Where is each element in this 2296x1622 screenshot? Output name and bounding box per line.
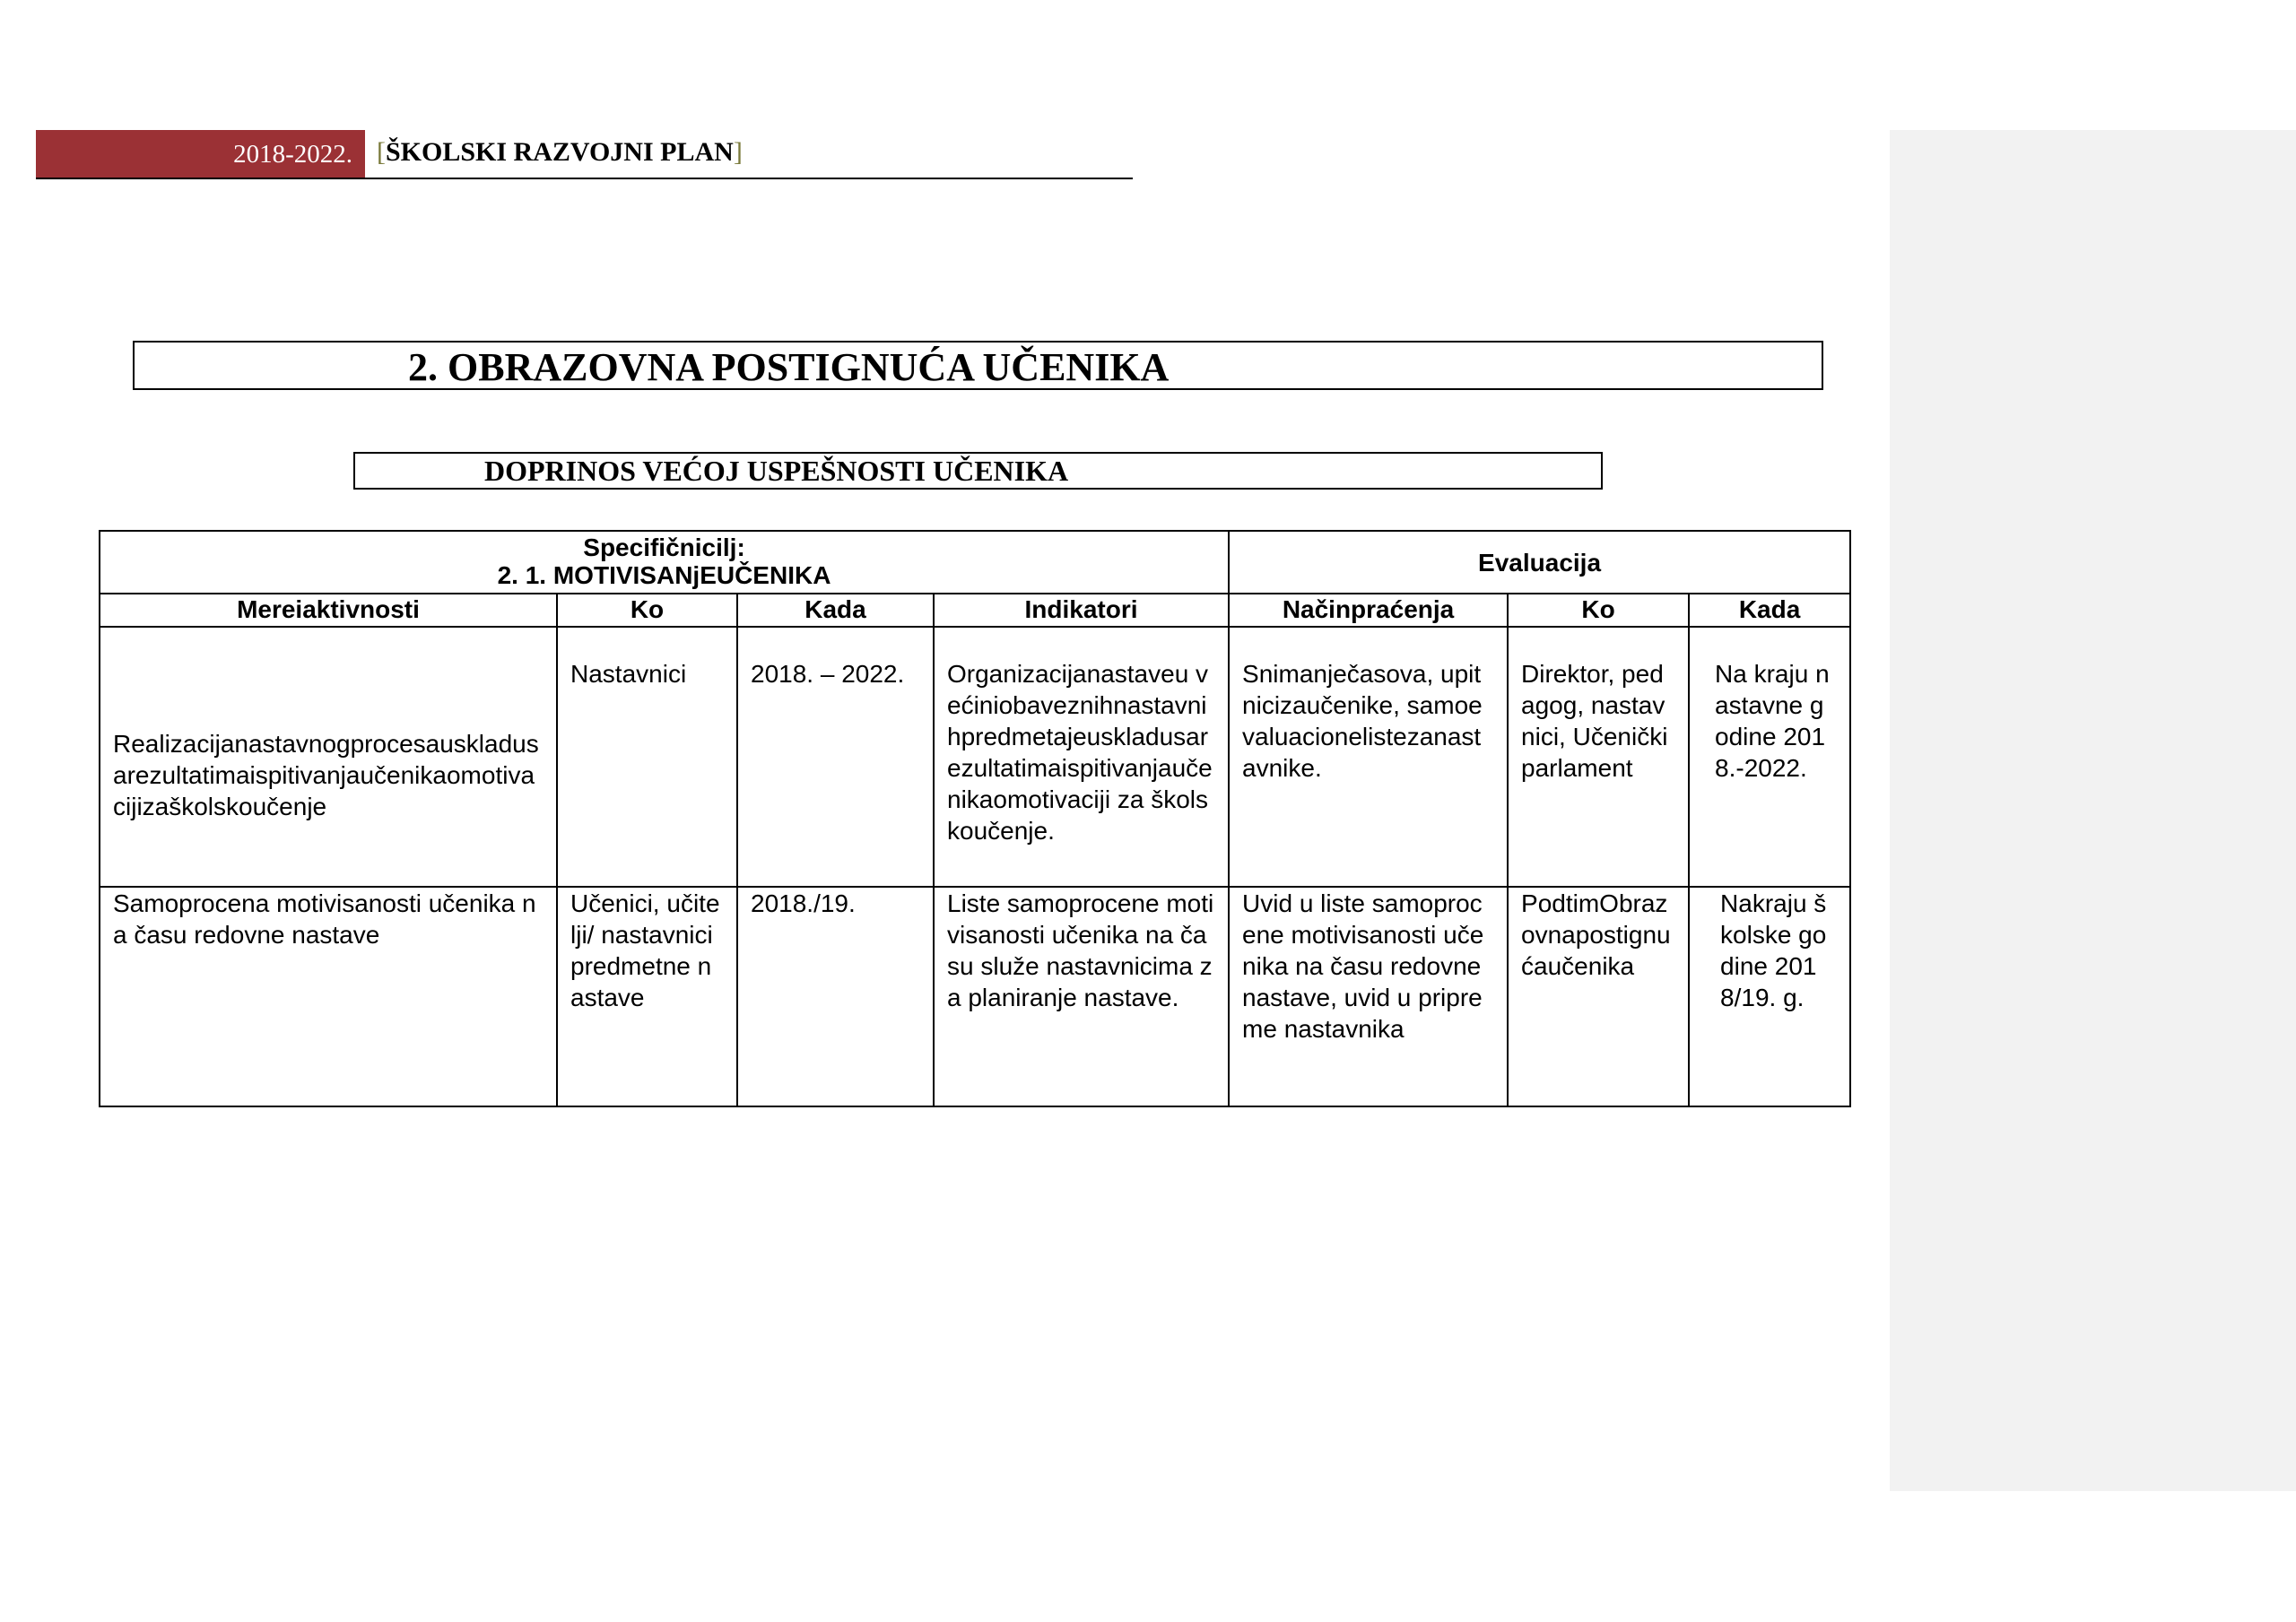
section-title: 2. OBRAZOVNA POSTIGNUĆA UČENIKA	[408, 345, 1170, 389]
header-years: 2018-2022.	[233, 140, 352, 169]
cell-activity: Realizacijanastavnogprocesauskladusarezultatimaispitivanjaučenikaomotivacijizaškolskoučenje	[100, 627, 557, 887]
cell-eval-when: Nakraju školske godine 2018/19. g.	[1689, 887, 1850, 1106]
table-row	[100, 887, 1850, 1106]
col-header-indicators: Indikatori	[934, 594, 1229, 627]
header-year-band	[36, 130, 365, 179]
cell-eval-who: Direktor, pedagog, nastavnici, Učenički parlament	[1508, 627, 1689, 887]
cell-activity: Samoprocena motivisanosti učenika na času redovne nastave	[100, 887, 557, 1106]
cell-when: 2018. – 2022.	[737, 627, 934, 887]
cell-indicators: Organizacijanastaveu većiniobaveznihnastavnihpredmetajeuskladusarezultatimaispitivanjaučenikaomotivaciji za školskoučenje.	[934, 627, 1229, 887]
col-header-eval-when: Kada	[1689, 594, 1850, 627]
cell-indicators: Liste samoprocene motivisanosti učenika na času služe nastavnicima za planiranje nastave.	[934, 887, 1229, 1106]
cell-eval-when: Na kraju nastavne godine 2018.-2022.	[1689, 627, 1850, 887]
header-plan-title: ŠKOLSKI RAZVOJNI PLAN	[386, 137, 734, 167]
table-row	[100, 627, 1850, 887]
col-header-who: Ko	[557, 594, 737, 627]
header-bracket-close: ]	[733, 137, 743, 167]
col-header-activities: Mereiaktivnosti	[100, 594, 557, 627]
header-title	[377, 137, 743, 168]
specific-goal-label: Specifičnicilj:	[583, 533, 745, 561]
cell-eval-who: PodtimObrazovnapostignućaučenika	[1508, 887, 1689, 1106]
cell-monitoring: Uvid u liste samoprocene motivisanosti učenika na času redovne nastave, uvid u pripreme nastavnika	[1229, 887, 1508, 1106]
cell-who: Nastavnici	[557, 627, 737, 887]
specific-goal-name: 2. 1. MOTIVISANjEUČENIKA	[497, 561, 831, 589]
evaluation-header: Evaluacija	[1229, 531, 1850, 594]
col-header-when: Kada	[737, 594, 934, 627]
cell-when: 2018./19.	[737, 887, 934, 1106]
column-header-row	[100, 594, 1850, 627]
specific-goal-cell	[100, 531, 1229, 594]
cell-who: Učenici, učitelji/ nastavnici predmetne nastave	[557, 887, 737, 1106]
header-bracket-open: [	[377, 137, 386, 167]
table-header-row	[100, 531, 1850, 594]
side-panel	[1890, 130, 2296, 1491]
header-divider	[36, 178, 1133, 179]
goal-table	[99, 530, 1851, 1107]
col-header-eval-who: Ko	[1508, 594, 1689, 627]
cell-monitoring: Snimanječasova, upitnicizaučenike, samoevaluacionelistezanastavnike.	[1229, 627, 1508, 887]
col-header-monitoring: Načinpraćenja	[1229, 594, 1508, 627]
subsection-title: DOPRINOS VEĆOJ USPEŠNOSTI UČENIKA	[484, 455, 1069, 487]
